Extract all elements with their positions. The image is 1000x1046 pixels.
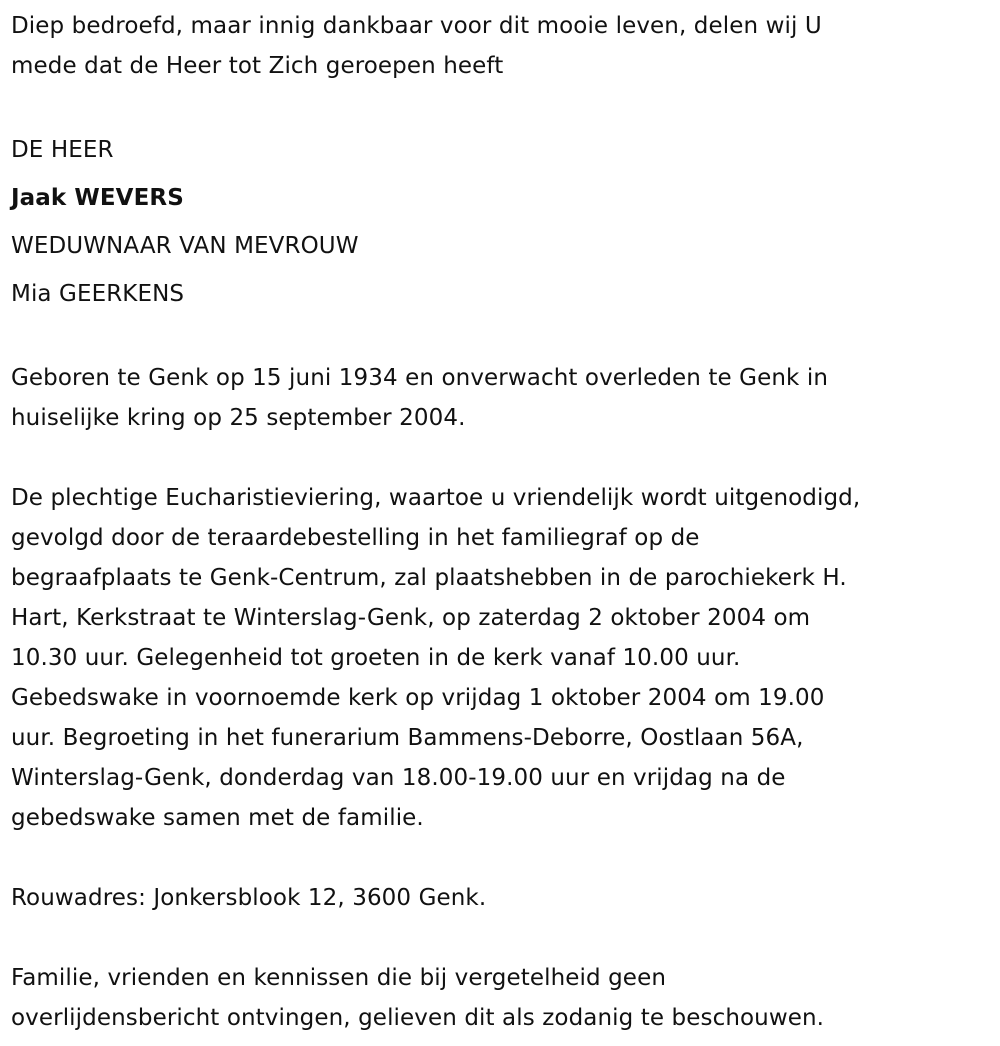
closing-paragraph: Familie, vrienden en kennissen die bij vergetelheid geen overlijdensbericht ontvingen, gelieven dit als zodanig te beschouwen.: [11, 965, 825, 1031]
obituary-notice: [11, 6, 996, 1038]
spouse-title: WEDUWNAAR VAN MEVROUW: [11, 233, 359, 259]
birth-death-paragraph: Geboren te Genk op 15 juni 1934 en onverwacht overleden te Genk in huiselijke kring op 25 september 2004.: [11, 365, 829, 431]
honorific-title: DE HEER: [11, 137, 114, 163]
mourning-address: Rouwadres: Jonkersblook 12, 3600 Genk.: [11, 885, 487, 911]
intro-paragraph: Diep bedroefd, maar innig dankbaar voor dit mooie leven, delen wij U mede dat de Heer tot Zich geroepen heeft: [11, 13, 822, 79]
spouse-name: Mia GEERKENS: [11, 281, 185, 307]
deceased-name: Jaak WEVERS: [11, 185, 184, 211]
spacer: [11, 918, 996, 958]
ceremony-paragraph: De plechtige Eucharistieviering, waartoe u vriendelijk wordt uitgenodigd, gevolgd door de teraardebestelling in het familiegraf op de begraafplaats te Genk-Centrum, zal plaatshebben in de parochiekerk H. Hart, Kerkstraat te Winterslag-Genk, op zaterdag 2 oktober 2004 om 10.30 uur. Gelegenheid tot groeten in de kerk vanaf 10.00 uur. Gebedswake in voornoemde kerk op vrijdag 1 oktober 2004 om 19.00 uur. Begroeting in het funerarium Bammens-Deborre, Oostlaan 56A, Winterslag-Genk, donderdag van 18.00-19.00 uur en vrijdag na de gebedswake samen met de familie.: [11, 485, 861, 831]
spacer: [11, 318, 996, 358]
spacer: [11, 838, 996, 878]
spacer: [11, 86, 996, 126]
spacer: [11, 438, 996, 478]
